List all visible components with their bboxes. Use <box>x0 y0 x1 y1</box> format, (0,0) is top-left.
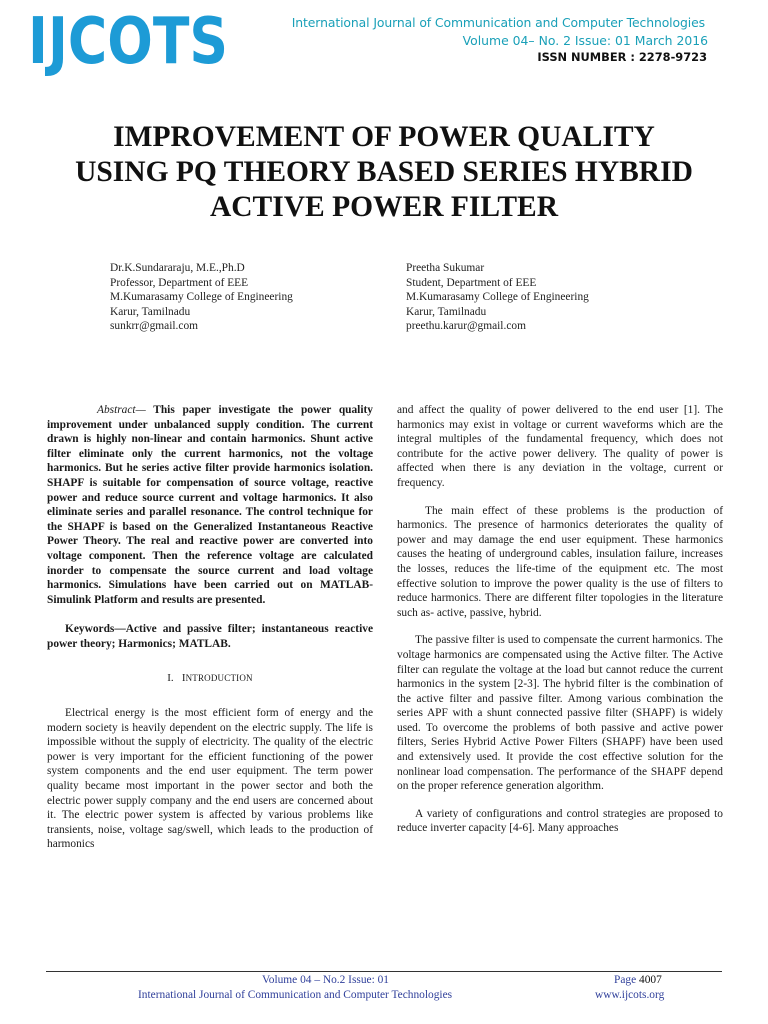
abstract-text: This paper investigate the power quality improvement under unbalanced supply condition. The current drawn is highly non-linear and contain harmonics. Shunt active filter eliminate only the current harmonics, not the voltage harmonics. But he series active filter provide harmonics isolation. SHAPF is suitable for compensation of source voltage, reactive power and reduce source current and voltage harmonics. It also eliminate series and parallel resonance. The control technique for the SHAPF is based on the Generalized Instantaneous Reactive Power Theory. The real and reactive power are converted into voltage component. Then the reference voltage are calculated inorder to compensate the source current and load voltage harmonics. Simulations have been carried out on MATLAB-Simulink Platform and results are presented. <box>47 404 373 606</box>
author-email: sunkrr@gmail.com <box>110 320 198 333</box>
author-role: Professor, Department of EEE <box>110 276 249 289</box>
body-paragraph: The main effect of these problems is the production of harmonics. The presence of harmonics deteriorates the quality of power and may damage the end user equipment. These harmonics causes the heating of underground cables, insulation failure, increases the losses, reduces the life-time of the equipment etc. The most effective solution to improve the power quality is the use of filters to reduce harmonics. There are different filter topologies in the literature such as- active, passive, hybrid. <box>397 504 723 619</box>
paper-title <box>40 120 728 225</box>
body-paragraph: and affect the quality of power delivered to the end user [1]. The harmonics may exist in voltage or current waveforms which are the integral multiples of the fundamental frequency, which does not contribute for the active power delivery. The quality of power is affected when there is any deviation in the voltage, current or frequency. <box>397 404 723 489</box>
author-name: Preetha Sukumar <box>406 262 485 274</box>
right-column <box>397 403 723 836</box>
author-location: Karur, Tamilnadu <box>406 305 487 318</box>
author-college: M.Kumarasamy College of Engineering <box>110 291 293 304</box>
author-name: Dr.K.Sundararaju, M.E.,Ph.D <box>110 262 245 274</box>
footer-page-number: 4007 <box>639 974 662 986</box>
body-paragraph: A variety of configurations and control strategies are proposed to reduce inverter capacity [4-6]. Many approaches <box>397 807 723 835</box>
title-line: IMPROVEMENT OF POWER QUALITY <box>113 121 655 153</box>
title-line: ACTIVE POWER FILTER <box>209 191 559 223</box>
header-volume-issue: Volume 04– No. 2 Issue: 01 March 2016 <box>462 33 708 48</box>
abstract-lead: Abstract— <box>97 404 146 416</box>
author-college: M.Kumarasamy College of Engineering <box>406 291 589 304</box>
footer-divider <box>46 971 722 972</box>
left-column <box>47 403 373 852</box>
logo-text: IJCOTS <box>28 5 228 79</box>
footer-page-label: Page <box>614 974 637 986</box>
section-title-rest: NTRODUCTION <box>185 672 253 683</box>
section-first-letter: I <box>181 671 186 684</box>
author-email: preethu.karur@gmail.com <box>406 320 526 333</box>
body-paragraph: The passive filter is used to compensate the current harmonics. The voltage harmonics are compensated using the Active filter. The Active filter can regulate the voltage at the load but cannot reduce the current harmonics in the system [2-3]. The hybrid filter is the combination of the active filter and passive filter. Among various combination the series APF with a shunt connected passive filter (SHAPF) is widely used. To overcome the problems of both passive and active power filters, Series Hybrid Active Power Filters (SHAPF) have been used and extensively used. It provide the cost effective solution for the nonlinear load compensation. The performance of the SHAPF depend on the proper reference generation algorithm. <box>397 634 723 793</box>
footer-volume: Volume 04 – No.2 Issue: 01 <box>262 974 389 986</box>
header-issn: ISSN NUMBER : 2278-9723 <box>537 50 707 64</box>
title-line: USING PQ THEORY BASED SERIES HYBRID <box>75 156 693 188</box>
footer-website-link[interactable]: www.ijcots.org <box>595 989 665 1001</box>
author-location: Karur, Tamilnadu <box>110 305 191 318</box>
section-heading <box>47 671 373 686</box>
footer-journal: International Journal of Communication and Computer Technologies <box>138 989 453 1001</box>
abstract <box>47 403 373 607</box>
keywords: Keywords—Active and passive filter; instantaneous reactive power theory; Harmonics; MATLAB. <box>47 623 373 650</box>
author-role: Student, Department of EEE <box>406 276 537 289</box>
section-number: I. <box>167 671 174 684</box>
journal-logo <box>28 5 230 79</box>
footer-page <box>614 974 662 986</box>
intro-paragraph: Electrical energy is the most efficient form of energy and the modern society is heavily dependent on the electric supply. The life is impossible without the supply of electricity. The quality of the electric power is very important for the efficient functioning of the power system components and the end user equipment. The term power quality became most important in the power sector and both the electric power supply company and the end users are concerned about it. The electric power system is affected by various problems like transients, noise, voltage sag/swell, which leads to the production of harmonics <box>47 707 373 851</box>
author-block-1 <box>110 261 293 334</box>
author-block-2 <box>406 261 589 334</box>
header-journal-name: International Journal of Communication and Computer Technologies <box>291 15 705 30</box>
